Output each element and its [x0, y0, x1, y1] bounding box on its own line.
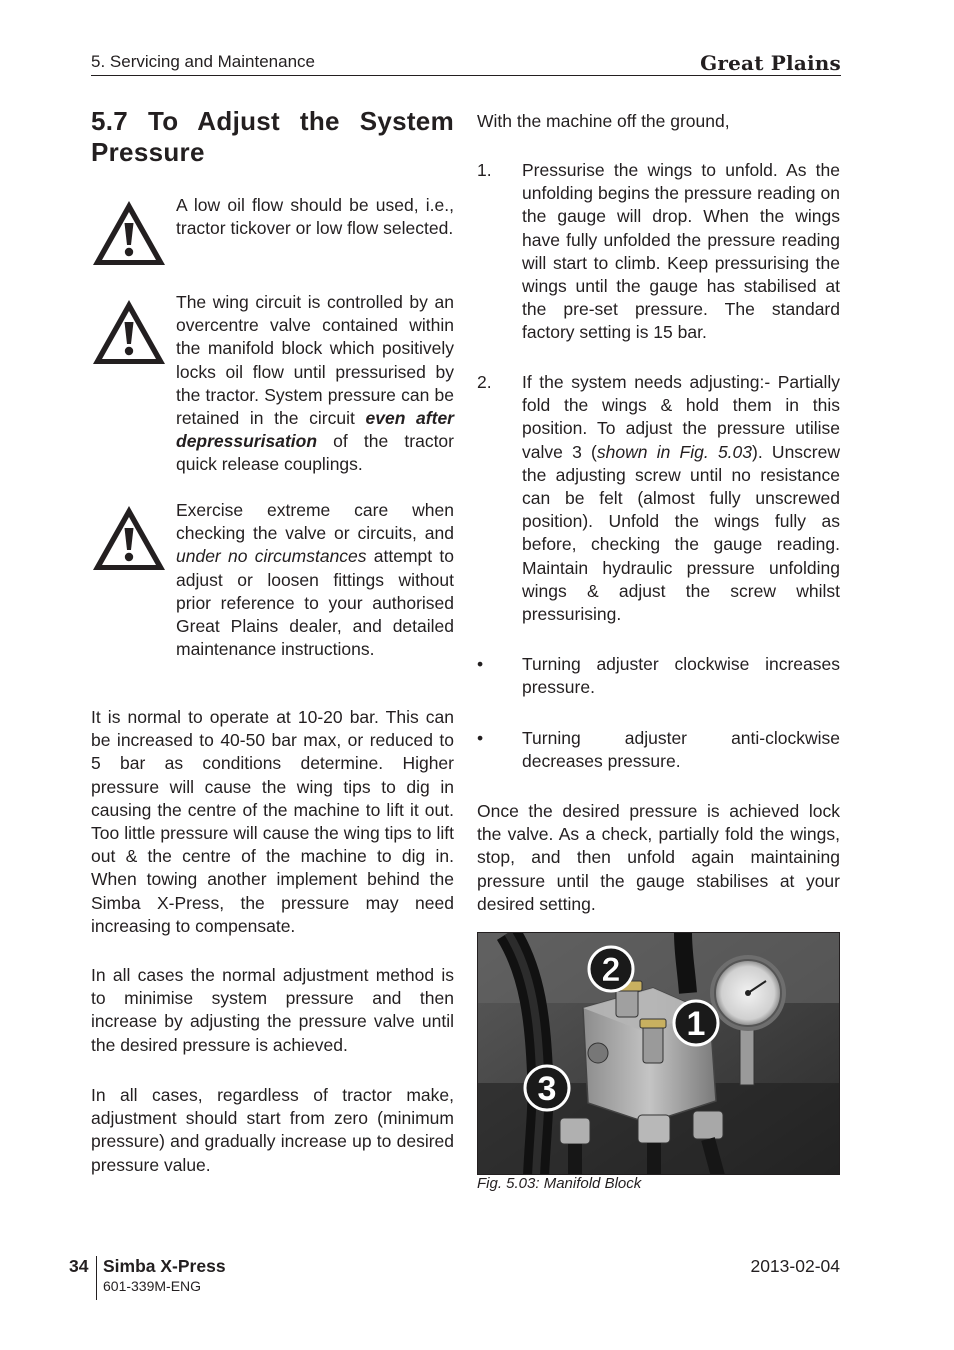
footer-divider — [96, 1256, 97, 1300]
callout-1 — [674, 1001, 718, 1045]
warning-text-3-emphasis: under no circumstances — [176, 546, 367, 567]
warning-text-2-after: of the tractor quick release couplings. — [176, 431, 454, 475]
running-header-section: 5. Servicing and Maintenance — [91, 52, 315, 71]
manifold-block-photo — [477, 932, 840, 1175]
manifold-block-illustration — [478, 933, 840, 1175]
footer-document-code: 601-339M-ENG — [103, 1278, 202, 1294]
step-text-2-after: ). Unscrew the adjusting screw until no resistance can be felt (almost fully unscrewed position). Unfold the wings fully as before, checking the gauge reading. Maintain hydraulic pressure unfolding wings & adjust the screw whilst pressurising. — [522, 441, 841, 625]
warning-triangle-icon — [91, 199, 167, 267]
warning-text-2 — [176, 291, 454, 477]
callout-3-label: 3 — [537, 1070, 557, 1108]
body-paragraph-operating-pressure: It is normal to operate at 10-20 bar. This can be increased to 40-50 bar max, or reduced to 5 bar as conditions determine. Higher pressure will cause the wing tips to dig in causing the centre of the machine to lift it out. Too little pressure will cause the wing tips to lift out & the centre of the machine to dig in. When towing another implement behind the Simba X-Press, the pressure may need increasing to compensate. — [91, 707, 454, 936]
procedure-intro: With the machine off the ground, — [477, 111, 730, 131]
warning-text-3 — [176, 499, 454, 661]
step-number-2: 2. — [477, 372, 492, 392]
footer-product-name: Simba X-Press — [103, 1256, 226, 1276]
closing-paragraph: Once the desired pressure is achieved lock the valve. As a check, partially fold the wings, stop, and then unfold again maintaining pressure until the gauge stabilises at your desired setting. — [477, 801, 840, 914]
body-paragraph-start-from-zero: In all cases, regardless of tractor make, adjustment should start from zero (minimum pressure) and gradually increase up to desired pressure value. — [91, 1085, 454, 1175]
warning-text-1: A low oil flow should be used, i.e., tractor tickover or low flow selected. — [176, 195, 454, 239]
callout-2-label: 2 — [601, 951, 621, 989]
section-title: 5.7 To Adjust the System Pressure — [91, 106, 454, 167]
callout-2 — [589, 947, 633, 991]
brand-logo-text: Great Plains — [700, 51, 841, 75]
bullet-text-anticlockwise: Turning adjuster anti-clockwise decreases pressure. — [522, 728, 840, 772]
warning-text-2-before: The wing circuit is controlled by an overcentre valve contained within the manifold block which positively locks oil flow until pressurised by the tractor. System pressure can be retained in the circuit — [176, 292, 454, 429]
warning-triangle-icon — [91, 504, 167, 572]
step-text-2-before: If the system needs adjusting:- Partially fold the wings & hold them in this position. To adjust the pressure utilise valve 3 ( — [522, 372, 840, 462]
step-number-1: 1. — [477, 160, 492, 180]
figure-caption: Fig. 5.03: Manifold Block — [477, 1175, 642, 1192]
body-paragraph-adjustment-method: In all cases the normal adjustment method is to minimise system pressure and then increase by adjusting the pressure valve until the desired pressure is achieved. — [91, 965, 454, 1055]
warning-triangle-icon — [91, 298, 167, 366]
step-text-2 — [522, 371, 840, 626]
warning-text-3-before: Exercise extreme care when checking the valve or circuits, and — [176, 500, 454, 544]
step-text-1: Pressurise the wings to unfold. As the unfolding begins the pressure reading on the gauge will drop. When the wings have fully unfolded the pressure reading will start to climb. Keep pressurising the wings until the gauge has stabilised at the pre-set pressure. The standard factory setting is 15 bar. — [522, 160, 840, 343]
callout-1-label: 1 — [686, 1005, 706, 1043]
step-text-2-emphasis: shown in Fig. 5.03 — [596, 441, 753, 462]
footer-date: 2013-02-04 — [750, 1256, 840, 1276]
callout-3 — [525, 1066, 569, 1110]
header-divider — [91, 75, 841, 76]
warning-text-2-emphasis: even after depressurisation — [176, 408, 454, 452]
bullet-symbol: • — [477, 728, 484, 748]
page-number: 34 — [69, 1256, 89, 1276]
warning-text-3-after: attempt to adjust or loosen fittings without prior reference to your authorised Great Plains dealer, and detailed maintenance instructions. — [176, 546, 454, 660]
bullet-symbol: • — [477, 654, 484, 674]
bullet-text-clockwise: Turning adjuster clockwise increases pressure. — [522, 654, 840, 698]
